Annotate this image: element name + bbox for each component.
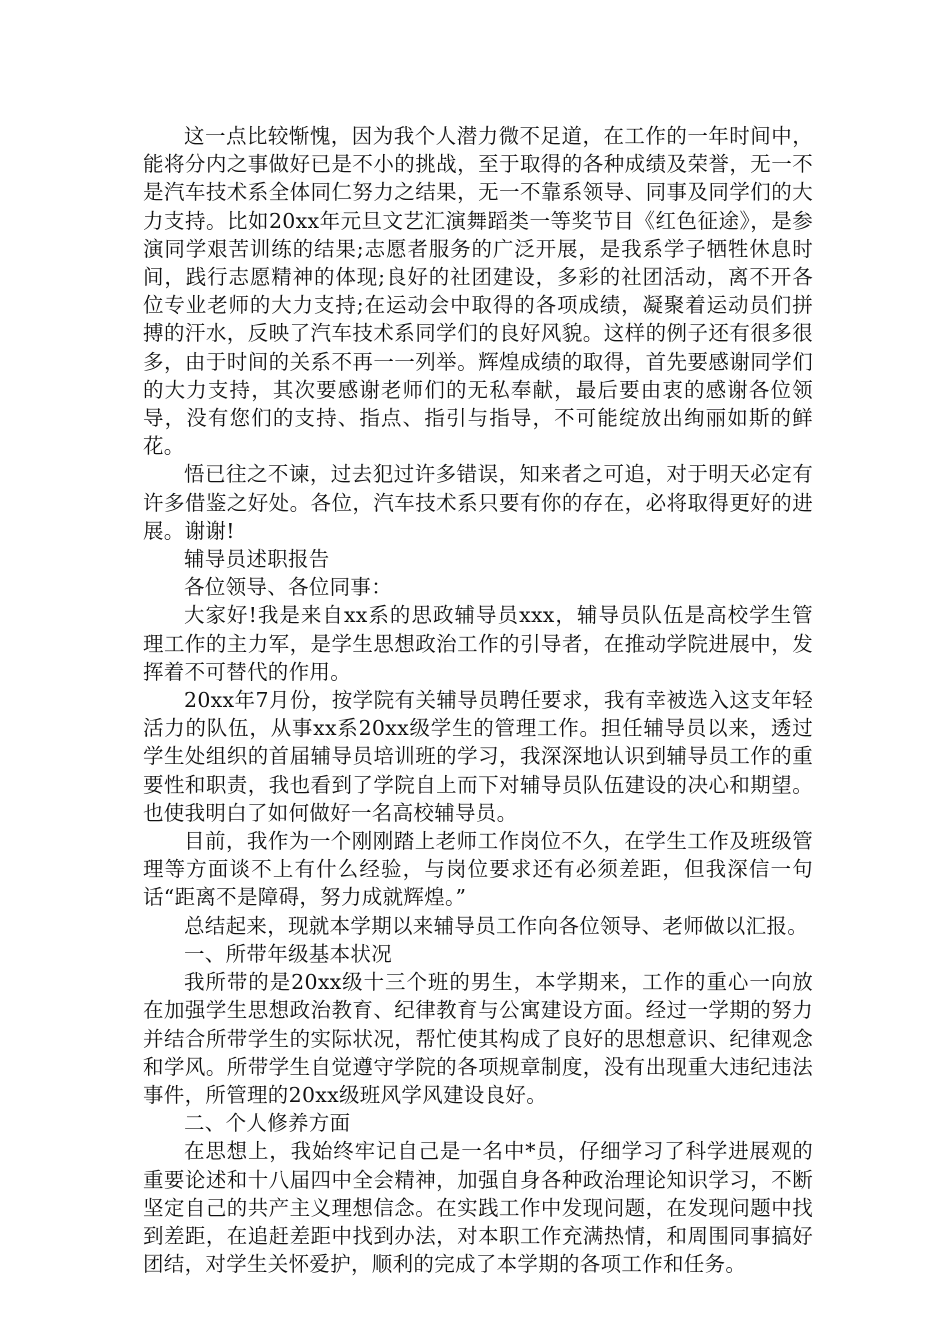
paragraph: 悟已往之不谏，过去犯过许多错误，知来者之可追，对于明天必定有许多借鉴之好处。各位，汽车技术系只要有你的存在，必将取得更好的进展。谢谢! bbox=[143, 462, 813, 543]
paragraph: 这一点比较惭愧，因为我个人潜力微不足道，在工作的一年时间中，能将分内之事做好已是不小的挑战，至于取得的各种成绩及荣誉，无一不是汽车技术系全体同仁努力之结果，无一不靠系领导、同事及同学们的大力支持。比如20xx年元旦文艺汇演舞蹈类一等奖节目《红色征途》，是参演同学艰苦训练的结果;志愿者服务的广泛开展，是我系学子牺牲休息时间，践行志愿精神的体现;良好的社团建设，多彩的社团活动，离不开各位专业老师的大力支持;在运动会中取得的各项成绩，凝聚着运动员们拼搏的汗水，反映了汽车技术系同学们的良好风貌。这样的例子还有很多很多，由于时间的关系不再一一列举。辉煌成绩的取得，首先要感谢同学们的大力支持，其次要感谢老师们的无私奉献，最后要由衷的感谢各位领导，没有您们的支持、指点、指引与指导，不可能绽放出绚丽如斯的鲜花。 bbox=[143, 124, 813, 459]
section-heading: 二、个人修养方面 bbox=[184, 1111, 351, 1136]
paragraph: 在思想上，我始终牢记自己是一名中*员，仔细学习了科学进展观的重要论述和十八届四中全会精神，加强自身各种政治理论知识学习，不断坚定自己的共产主义理想信念。在实践工作中发现问题，在发现问题中找到差距，在追赶差距中找到办法，对本职工作充满热情，和周围同事搞好团结，对学生关怀爱护，顺利的完成了本学期的各项工作和任务。 bbox=[143, 1139, 813, 1277]
paragraph: 我所带的是20xx级十三个班的男生，本学期来，工作的重心一向放在加强学生思想政治教育、纪律教育与公寓建设方面。经过一学期的努力并结合所带学生的实际状况，帮忙使其构成了良好的思想意识、纪律观念和学风。所带学生自觉遵守学院的各项规章制度，没有出现重大违纪违法事件，所管理的20xx级班风学风建设良好。 bbox=[143, 970, 813, 1107]
document-body bbox=[143, 122, 813, 1278]
section-heading: 一、所带年级基本状况 bbox=[184, 941, 392, 966]
section-title: 辅导员述职报告 bbox=[184, 547, 330, 572]
paragraph: 目前，我作为一个刚刚踏上老师工作岗位不久，在学生工作及班级管理等方面谈不上有什么经验，与岗位要求还有必须差距，但我深信一句话“距离不是障碍，努力成就辉煌。” bbox=[143, 829, 813, 910]
paragraph: 大家好!我是来自xx系的思政辅导员xxx，辅导员队伍是高校学生管理工作的主力军，是学生思想政治工作的引导者，在推动学院进展中，发挥着不可替代的作用。 bbox=[143, 603, 813, 684]
paragraph: 总结起来，现就本学期以来辅导员工作向各位领导、老师做以汇报。 bbox=[184, 913, 808, 938]
paragraph: 20xx年7月份，按学院有关辅导员聘任要求，我有幸被选入这支年轻活力的队伍，从事xx系20xx级学生的管理工作。担任辅导员以来，透过学生处组织的首届辅导员培训班的学习，我深深地认识到辅导员工作的重要性和职责，我也看到了学院自上而下对辅导员队伍建设的决心和期望。也使我明白了如何做好一名高校辅导员。 bbox=[143, 688, 813, 825]
salutation: 各位领导、各位同事： bbox=[184, 575, 392, 600]
